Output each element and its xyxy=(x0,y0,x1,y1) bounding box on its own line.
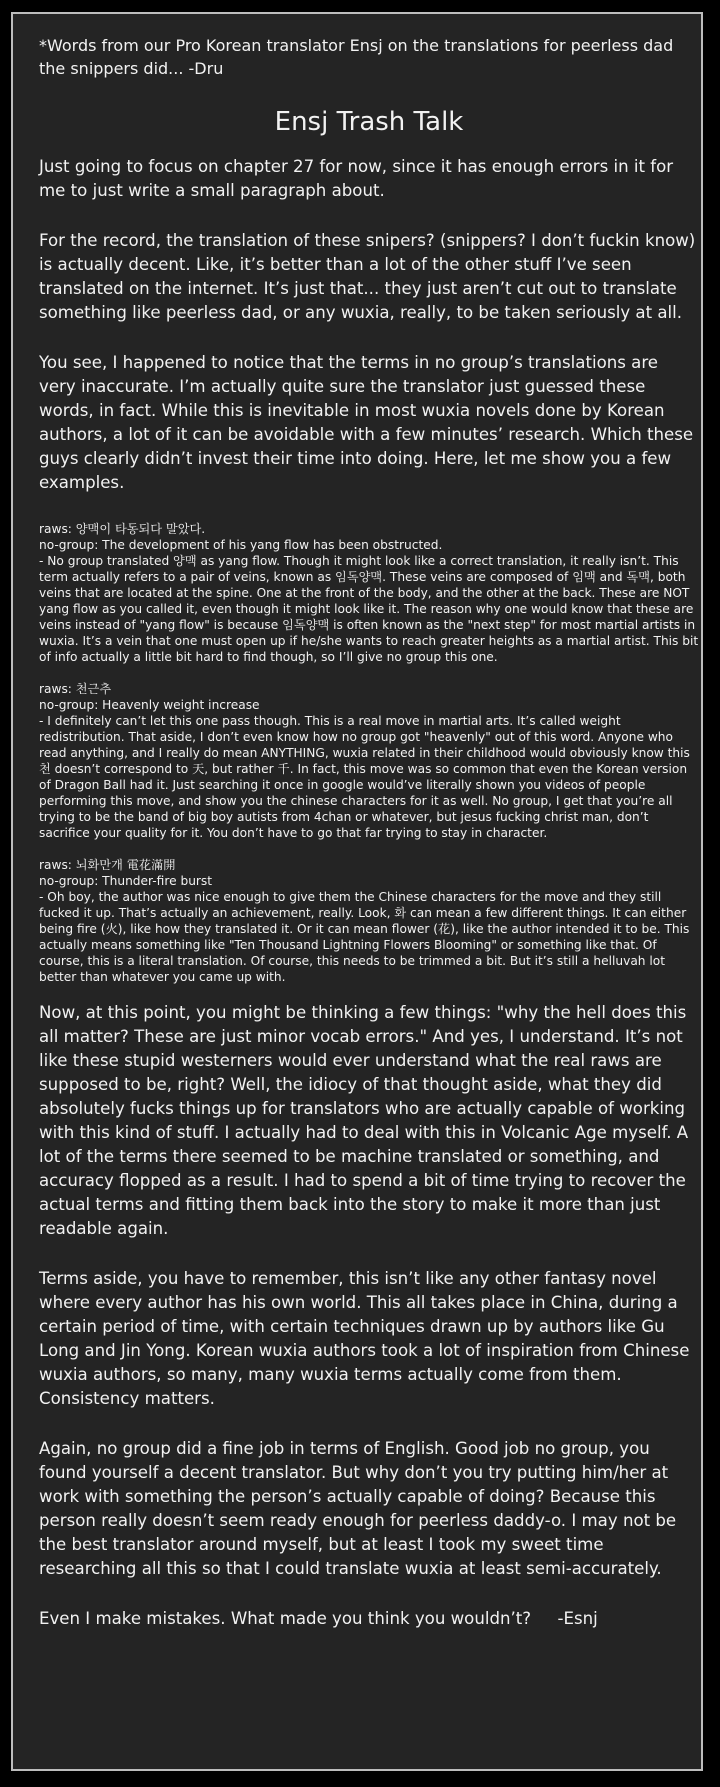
example-raws: raws: 양맥이 타동되다 말았다. xyxy=(39,522,206,536)
example-comment: - No group translated 양맥 as yang flow. Though it might look like a correct translation, it really isn’t. This term actually refers to a pair of veins, known as 임독양맥. These veins are composed of 임맥 and 독맥, both veins that are located at the spine. One at the front of the body, and the other at the back. These are NOT yang flow as you called it, even though it might look like it. The reason why one would know that these are veins instead of "yang flow" is because 임독양맥 is often known as the "next step" for most martial artists in wuxia. It’s a vein that one must open up if he/she wants to reach greater heights as a martial artist. This bit of info actually a little bit hard to find though, so I’ll give no group this one. xyxy=(39,554,699,664)
example-block xyxy=(39,681,699,841)
signoff: Even I make mistakes. What made you think you wouldn’t? -Esnj xyxy=(39,1609,598,1628)
paragraph: Again, no group did a fine job in terms of English. Good job no group, you found yourself a decent translator. But why don’t you try putting him/her at work with something the person’s actually capable of doing? Because this person really doesn’t seem ready enough for peerless daddy-o. I may not be the best translator around myself, but at least I took my sweet time researching all this so that I could translate wuxia at least semi-accurately. xyxy=(39,1439,677,1578)
paragraph: Now, at this point, you might be thinking a few things: "why the hell does this all matter? These are just minor vocab errors." And yes, I understand. It’s not like these stupid westerners would ever understand what the real raws are supposed to be, right? Well, the idiocy of that thought aside, what they did absolutely fucks things up for translators who are actually capable of working with this kind of stuff. I actually had to deal with this in Volcanic Age myself. A lot of the terms there seemed to be machine translated or something, and accuracy flopped as a result. I had to spend a bit of time trying to recover the actual terms and fitting them back into the story to make it more than just readable again. xyxy=(39,1003,689,1238)
example-raws: raws: 천근추 xyxy=(39,682,112,696)
paragraph: Just going to focus on chapter 27 for now, since it has enough errors in it for me to just write a small paragraph about. xyxy=(39,157,674,200)
article-body xyxy=(39,34,699,1631)
page-title: Ensj Trash Talk xyxy=(274,107,464,137)
example-block xyxy=(39,521,699,665)
text-panel xyxy=(11,12,703,1771)
paragraph: For the record, the translation of these snipers? (snippers? I don’t fuckin know) is actually decent. Like, it’s better than a lot of the other stuff I’ve seen translated on the internet. It’s just that... they just aren’t cut out to translate something like peerless dad, or any wuxia, really, to be taken seriously at all. xyxy=(39,231,696,322)
example-nogroup: no-group: The development of his yang flow has been obstructed. xyxy=(39,538,443,552)
example-comment: - Oh boy, the author was nice enough to give them the Chinese characters for the move and they still fucked it up. That’s actually an achievement, really. Look, 화 can mean a few different things. It can either being fire (火), like how they translated it. Or it can mean flower (花), like the author intended it to be. This actually means something like "Ten Thousand Lightning Flowers Blooming" or something like that. Of course, this is a literal translation. Of course, this needs to be trimmed a bit. But it’s still a helluvah lot better than whatever you came up with. xyxy=(39,890,690,984)
paragraph: You see, I happened to notice that the terms in no group’s translations are very inaccurate. I’m actually quite sure the translator just guessed these words, in fact. While this is inevitable in most wuxia novels done by Korean authors, a lot of it can be avoidable with a few minutes’ research. Which these guys clearly didn’t invest their time into doing. Here, let me show you a few examples. xyxy=(39,353,694,492)
example-nogroup: no-group: Thunder-fire burst xyxy=(39,874,213,888)
example-raws: raws: 뇌화만개 電花滿開 xyxy=(39,858,176,872)
example-nogroup: no-group: Heavenly weight increase xyxy=(39,698,260,712)
intro-note: *Words from our Pro Korean translator Ensj on the translations for peerless dad the snippers did... -Dru xyxy=(39,36,674,78)
paragraph: Terms aside, you have to remember, this isn’t like any other fantasy novel where every author has his own world. This all takes place in China, during a certain period of time, with certain techniques drawn up by authors like Gu Long and Jin Yong. Korean wuxia authors took a lot of inspiration from Chinese wuxia authors, so many, many wuxia terms actually come from them. Consistency matters. xyxy=(39,1269,690,1408)
example-comment: - I definitely can’t let this one pass though. This is a real move in martial arts. It’s called weight redistribution. That aside, I don’t even know how no group got "heavenly" out of this word. Anyone who read anything, and I really do mean ANYTHING, wuxia related in their childhood would obviously know this 천 doesn’t correspond to 天, but rather 千. In fact, this move was so common that even the Korean version of Dragon Ball had it. Just searching it once in google would’ve literally shown you videos of people performing this move, and show you the chinese characters for it as well. No group, I get that you’re all trying to be the band of big boy autists from 4chan or whatever, but jesus fucking christ man, don’t sacrifice your quality for it. You don’t have to go that far trying to stay in character. xyxy=(39,714,690,840)
example-block xyxy=(39,857,699,985)
